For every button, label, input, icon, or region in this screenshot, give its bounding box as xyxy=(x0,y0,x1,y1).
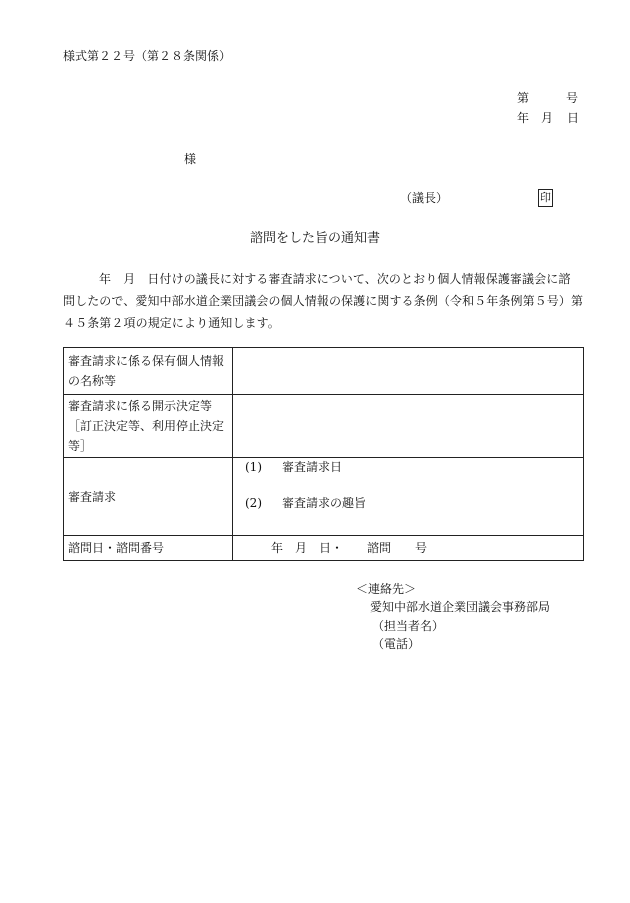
row-label-inquiry-date-number: 諮問日・諮問番号 xyxy=(64,536,233,561)
sender-title: （議長） xyxy=(400,191,449,205)
row-value-inquiry-date-number xyxy=(233,536,584,561)
document-number-suffix: 号 xyxy=(566,91,579,105)
item-text: 審査請求の趣旨 xyxy=(282,496,367,511)
body-line-1: 年 月 日付けの議長に対する審査請求について、次のとおり個人情報保護審議会に諮 xyxy=(99,272,571,286)
date-month-label: 月 xyxy=(541,111,554,125)
row-value-review-request xyxy=(233,458,584,536)
body-line-3: ４５条第２項の規定により通知します。 xyxy=(63,316,280,330)
item-text: 審査請求日 xyxy=(282,460,343,474)
review-request-item xyxy=(237,496,579,510)
row-label-review-request: 審査請求 xyxy=(64,458,233,536)
table-row xyxy=(64,536,584,561)
contact-header: ＜連絡先＞ xyxy=(356,582,417,596)
item-number: (2) xyxy=(245,496,262,511)
contact-phone: （電話） xyxy=(372,637,421,651)
row-value-personal-info-name xyxy=(233,348,584,395)
inquiry-date-number-text: 年 月 日・ 諮問 号 xyxy=(271,540,428,555)
contact-person: （担当者名） xyxy=(372,619,445,633)
document-number-label: 第 xyxy=(517,91,530,105)
item-number: (1) xyxy=(245,460,262,474)
row-label-disclosure-decision: 審査請求に係る開示決定等［訂正決定等、利用停止決定等］ xyxy=(64,395,233,458)
form-number: 様式第２２号（第２８条関係） xyxy=(63,49,232,63)
table-row xyxy=(64,458,584,536)
table-row xyxy=(64,348,584,395)
row-value-disclosure-decision xyxy=(233,395,584,458)
notification-table xyxy=(63,347,584,561)
table-row xyxy=(64,395,584,458)
row-label-personal-info-name: 審査請求に係る保有個人情報の名称等 xyxy=(64,348,233,395)
review-request-item xyxy=(237,460,579,474)
contact-organization: 愛知中部水道企業団議会事務部局 xyxy=(370,600,551,614)
body-paragraph xyxy=(63,268,585,334)
addressee-honorific: 様 xyxy=(184,152,197,166)
date-day-label: 日 xyxy=(567,111,580,125)
body-line-2: 問したので、愛知中部水道企業団議会の個人情報の保護に関する条例（令和５年条例第５号）第 xyxy=(63,294,584,308)
document-title: 諮問をした旨の通知書 xyxy=(249,231,380,246)
seal-mark: 印 xyxy=(538,189,553,207)
date-year-label: 年 xyxy=(517,111,530,125)
